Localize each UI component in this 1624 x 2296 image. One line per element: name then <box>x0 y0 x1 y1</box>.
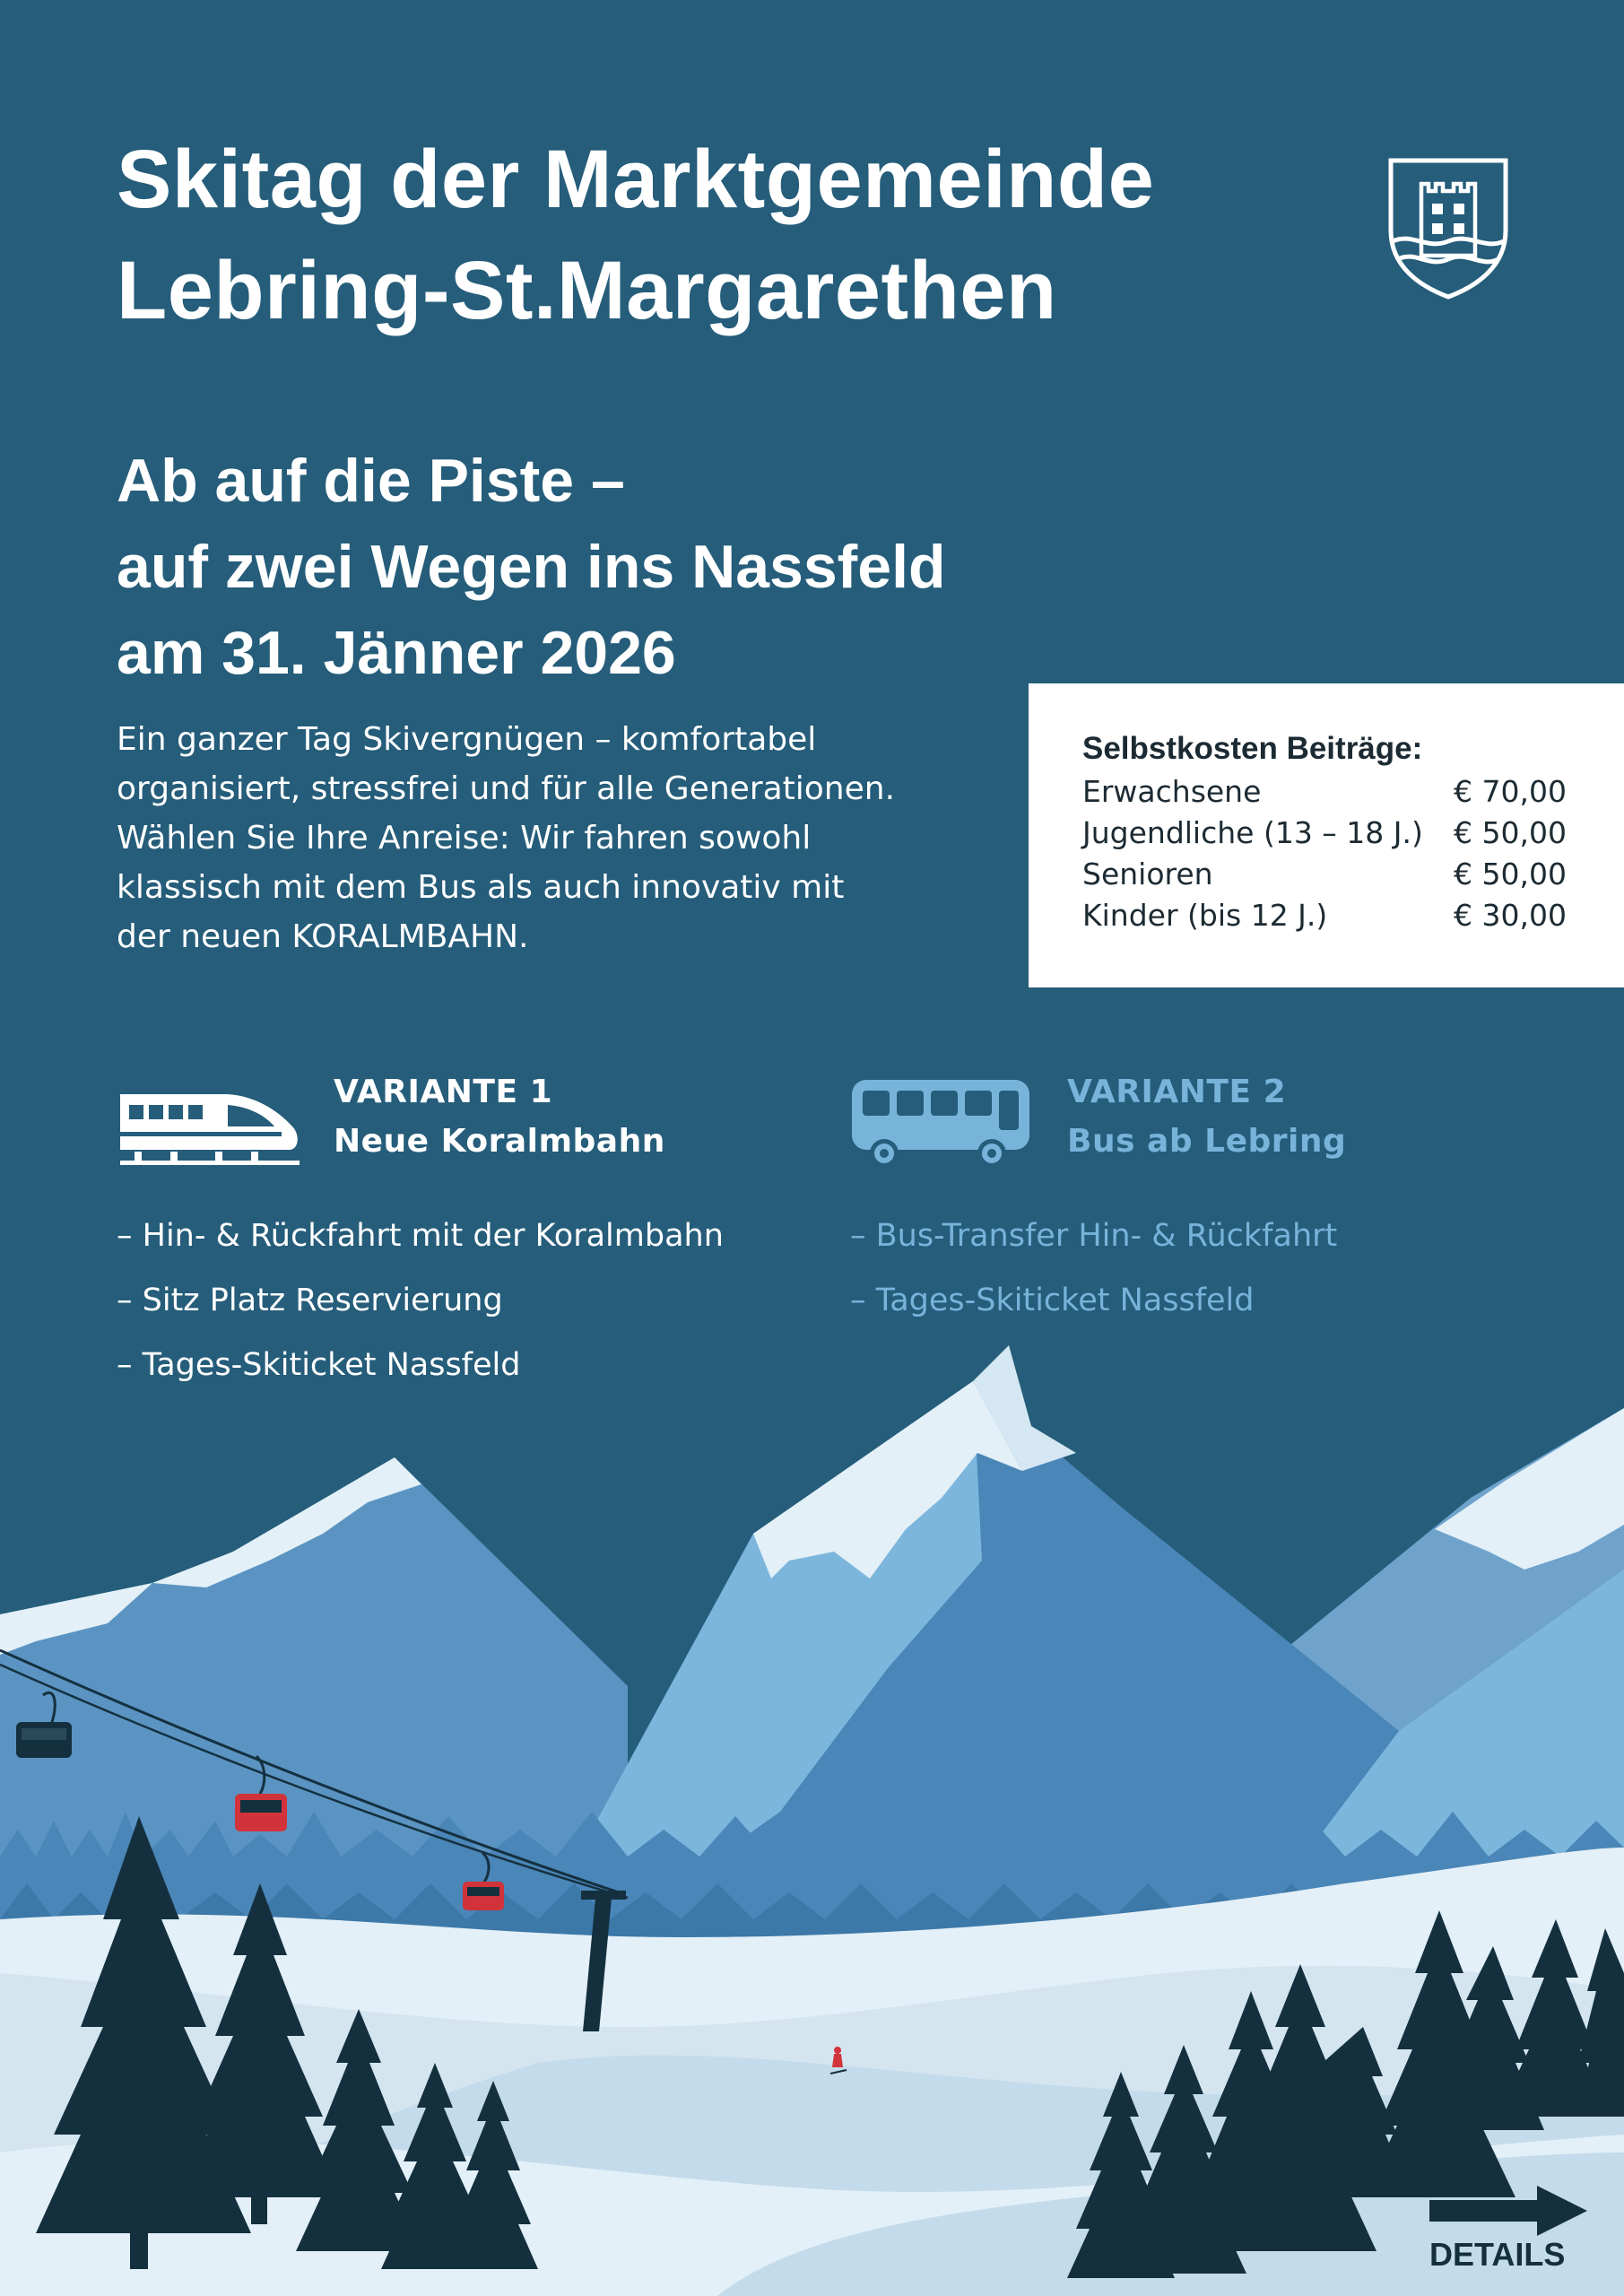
train-icon <box>117 1076 305 1175</box>
price-row <box>1082 771 1567 813</box>
details-link[interactable] <box>1429 2186 1591 2284</box>
variant-1-number: VARIANTE 1 <box>334 1074 553 1110</box>
bus-icon <box>850 1076 1038 1175</box>
price-label: Jugendliche (13 – 18 J.) <box>1082 815 1423 850</box>
variant-2-label <box>1067 1067 1346 1166</box>
subtitle-line-3: am 31. Jänner 2026 <box>117 619 676 687</box>
intro-line: klassisch mit dem Bus als auch innovativ mit <box>117 869 845 906</box>
list-item: – Bus-Transfer Hin- & Rückfahrt <box>850 1218 1338 1254</box>
price-heading: Selbstkosten Beiträge: <box>1082 731 1423 766</box>
price-value: € 30,00 <box>1454 898 1567 933</box>
event-subtitle <box>117 438 946 696</box>
variant-1-label <box>334 1067 665 1166</box>
price-row <box>1082 854 1567 895</box>
price-value: € 50,00 <box>1454 857 1567 891</box>
price-label: Kinder (bis 12 J.) <box>1082 898 1328 933</box>
intro-text <box>117 715 1013 961</box>
list-item: – Tages-Skiticket Nassfeld <box>117 1347 521 1383</box>
variant-1-name: Neue Koralmbahn <box>334 1123 665 1160</box>
subtitle-line-1: Ab auf die Piste – <box>117 447 625 515</box>
variant-2-number: VARIANTE 2 <box>1067 1074 1287 1110</box>
page-title <box>117 124 1154 346</box>
price-value: € 50,00 <box>1454 815 1567 850</box>
price-value: € 70,00 <box>1454 774 1567 809</box>
intro-line: der neuen KORALMBAHN. <box>117 918 529 955</box>
intro-line: organisiert, stressfrei und für alle Generationen. <box>117 770 896 807</box>
list-item: – Sitz Platz Reservierung <box>117 1283 503 1318</box>
price-label: Erwachsene <box>1082 774 1262 809</box>
title-line-1: Skitag der Marktgemeinde <box>117 134 1155 225</box>
price-row <box>1082 813 1567 854</box>
variant-2-items <box>850 1204 1337 1333</box>
intro-line: Ein ganzer Tag Skivergnügen – komfortabel <box>117 721 817 758</box>
intro-line: Wählen Sie Ihre Anreise: Wir fahren sowohl <box>117 820 812 857</box>
price-table <box>1029 683 1624 987</box>
price-label: Senioren <box>1082 857 1213 891</box>
subtitle-line-2: auf zwei Wegen ins Nassfeld <box>117 533 946 601</box>
arrow-right-icon <box>1429 2186 1591 2239</box>
list-item: – Hin- & Rückfahrt mit der Koralmbahn <box>117 1218 724 1254</box>
mountain-landscape-illustration <box>0 1345 1624 2296</box>
list-item: – Tages-Skiticket Nassfeld <box>850 1283 1255 1318</box>
title-line-2: Lebring-St.Margarethen <box>117 245 1057 336</box>
details-label: DETAILS <box>1429 2236 1566 2273</box>
municipal-crest-tower-icon <box>1385 148 1511 300</box>
variant-2-name: Bus ab Lebring <box>1067 1123 1347 1160</box>
price-row <box>1082 895 1567 936</box>
